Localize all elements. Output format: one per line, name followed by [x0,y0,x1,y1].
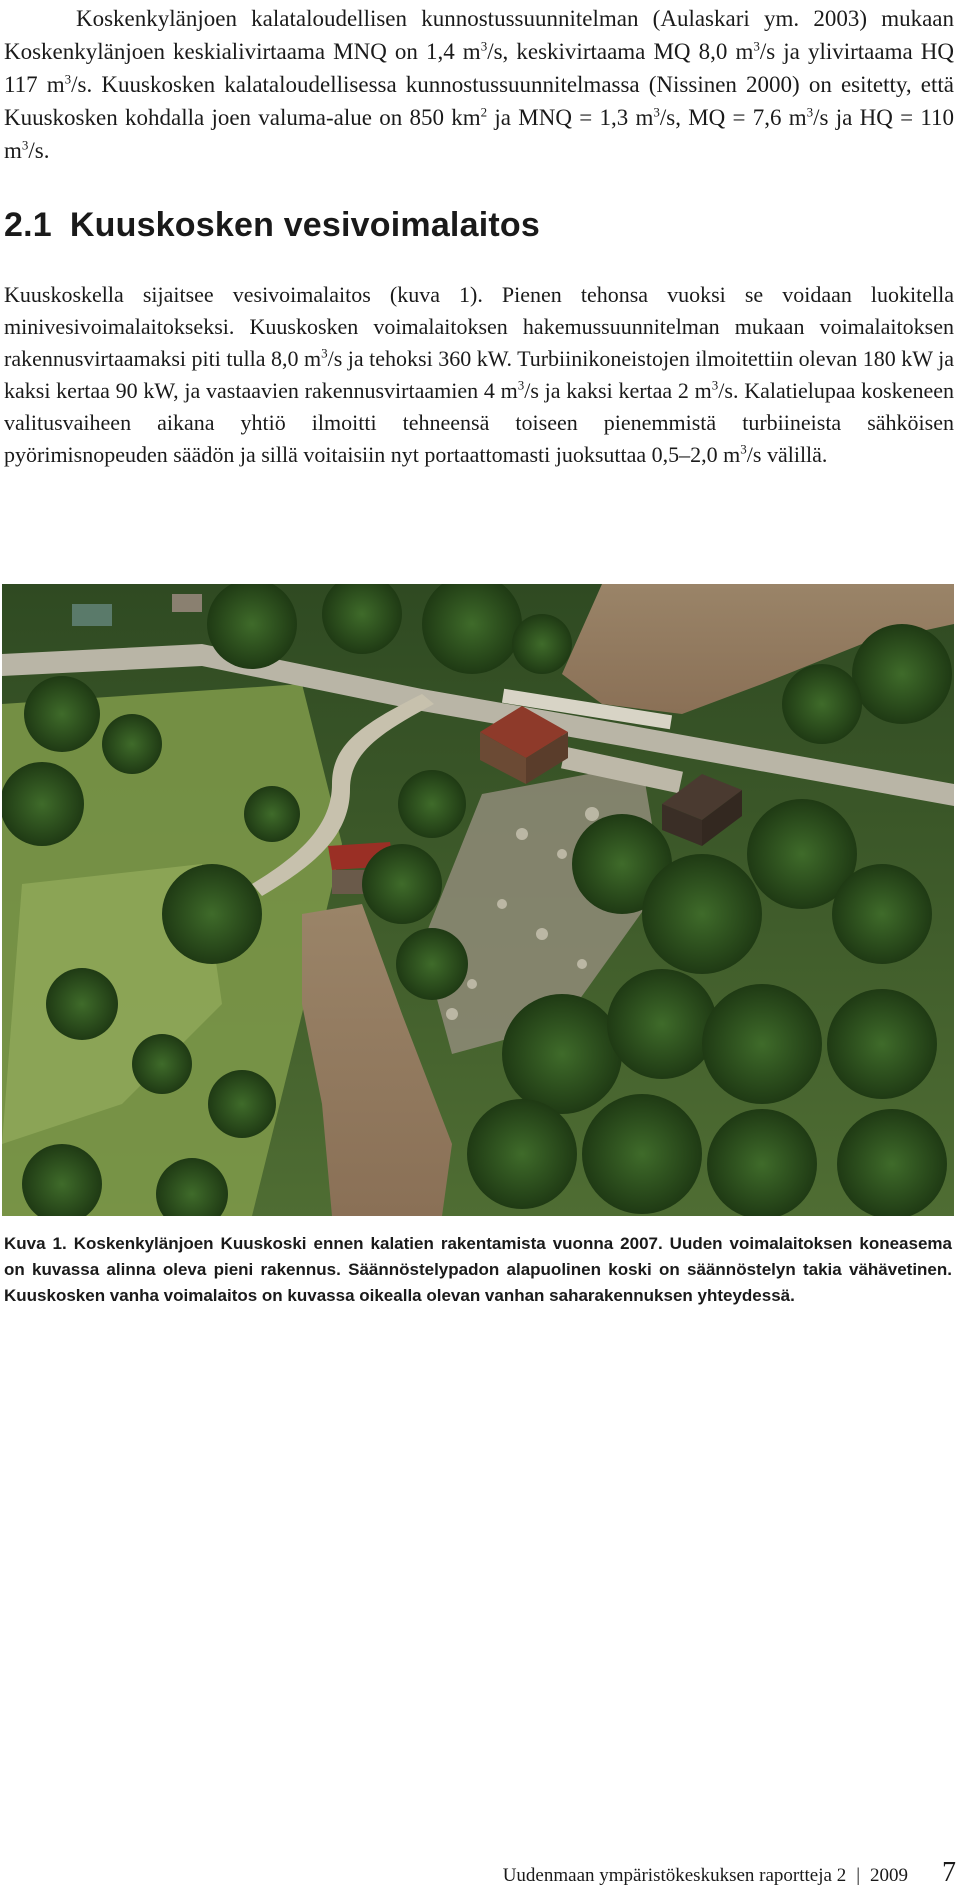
footer-year: 2009 [870,1865,908,1886]
para1-text-1: Koskenkylänjoen kalataloudellisen kunnostussuunnitelman (Aulaskari ym. 2003) mukaan Koskenkylänjoen keskialivirtaama MNQ on 1,4 m [4,6,954,64]
superscript: 3 [711,377,719,393]
body-paragraph-1 [4,2,954,167]
house [172,594,202,612]
section-heading [4,206,540,245]
section-title: Kuuskosken vesivoimalaitos [69,206,540,244]
superscript: 3 [21,137,29,153]
figure-caption [4,1231,952,1309]
para1-text-3: /s ja ylivirtaama HQ 117 m [4,39,954,97]
superscript: 3 [321,345,328,361]
caption-text: Koskenkylänjoen Kuuskoski ennen kalatien rakentamista vuonna 2007. Uuden voimalaitoksen koneasema on kuvassa alinna oleva pieni rakennus. Säännöstelypadon alapuolinen koski on säännöstelyn takia vähävetinen. Kuuskosken vanha voimalaitos on kuvassa oikealla olevan vanhan saharakennuksen yhteydessä. [4,1234,952,1305]
footer-separator: | [856,1865,860,1886]
para1-text-6: /s, MQ = 7,6 m [659,105,807,130]
aerial-photo [2,584,954,1216]
superscript: 3 [517,377,525,393]
para1-text-7: /s ja HQ = 110 m [4,105,954,163]
para2-text-5: /s välillä. [746,442,828,467]
superscript: 3 [740,441,747,457]
superscript: 3 [480,38,488,54]
house [72,604,112,626]
page-number: 7 [942,1857,956,1888]
footer-publication: Uudenmaan ympäristökeskuksen raportteja 2 [502,1865,847,1886]
para1-text-5: ja MNQ = 1,3 m [487,105,654,130]
para2-text-3: /s ja kaksi kertaa 2 m [524,378,712,403]
para2-text-1: Kuuskoskella sijaitsee vesivoimalaitos (kuva 1). Pienen tehonsa vuoksi se voidaan luokitella minivesivoimalaitokseksi. Kuuskosken voimalaitoksen hakemussuunnitelman mukaan voimalaitoksen rakennusvirtaamaksi piti tulla 8,0 m [4,282,954,371]
superscript: 3 [653,104,660,120]
para1-text-8: /s. [28,138,50,163]
para1-text-2: /s, keskivirtaama MQ 8,0 m [487,39,754,64]
section-number: 2.1 [4,206,52,244]
para1-text-4: /s. Kuuskosken kalataloudellisessa kunnostussuunnitelmassa (Nissinen 2000) on esitetty, että Kuuskosken kohdalla joen valuma-alue on 850 km [4,72,954,130]
superscript: 3 [806,104,814,120]
para2-text-2: /s ja tehoksi 360 kW. Turbiinikoneistojen ilmoitettiin olevan 180 kW ja kaksi kertaa 90 kW, ja vastaavien rakennusvirtaamien 4 m [4,346,954,403]
page-footer [503,1857,956,1889]
aerial-photo-illustration [2,584,954,1216]
para2-text-4: /s. Kalatielupaa koskeneen valitusvaiheen aikana yhtiö ilmoitti tehneensä toiseen pienemmistä turbiineista sähköisen pyörimisnopeuden säädön ja sillä voitaisiin nyt portaattomasti juoksuttaa 0,5–2,0 m [4,378,954,467]
superscript: 2 [480,104,488,120]
superscript: 3 [753,38,760,54]
superscript: 3 [64,71,72,87]
body-paragraph-2 [4,279,954,471]
caption-label: Kuva 1. [4,1234,67,1253]
